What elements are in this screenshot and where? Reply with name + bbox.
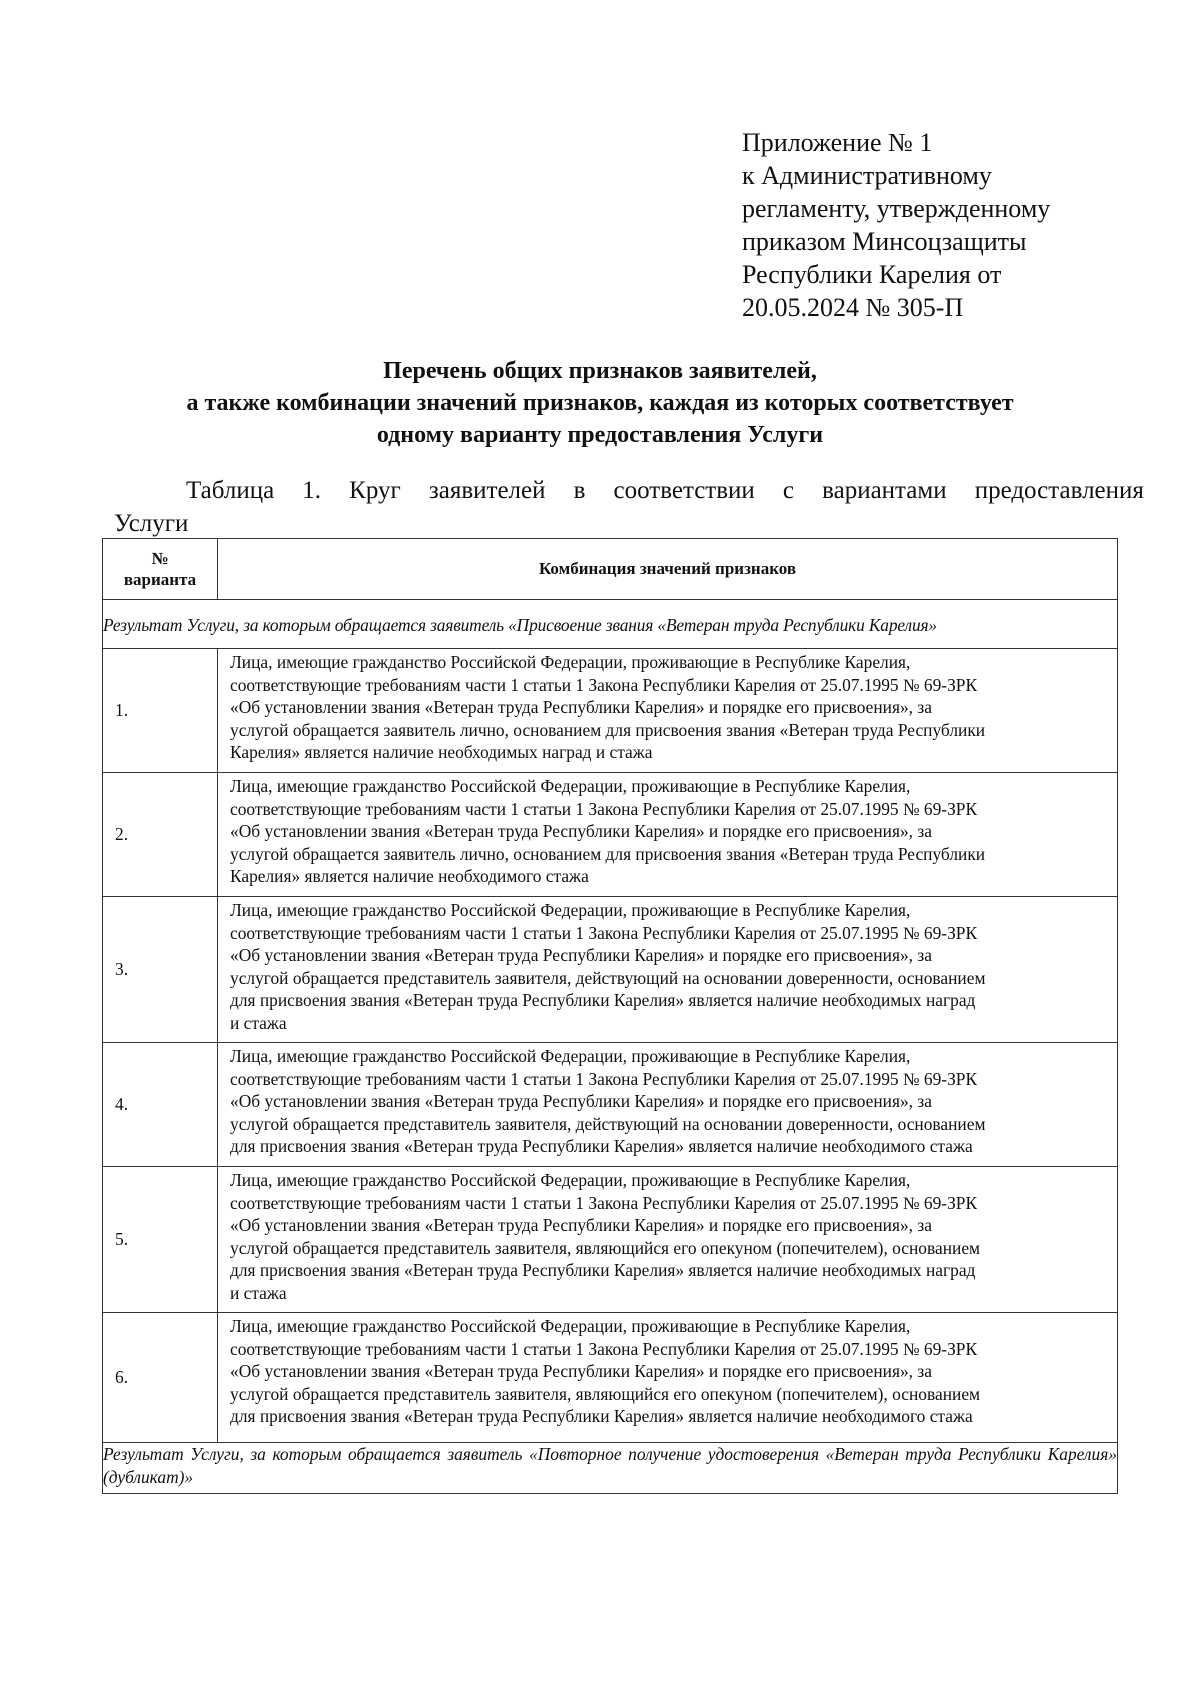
variant-description (218, 773, 1118, 897)
table-row (103, 773, 1118, 897)
description-line: соответствующие требованиям части 1 статьи 1 Закона Республики Карелия от 25.07.1995 № 69-ЗРК (230, 922, 978, 943)
title-line: одному варианту предоставления Услуги (376, 422, 824, 448)
caption-word: Таблица (186, 477, 275, 504)
description-line: «Об установлении звания «Ветеран труда Республики Карелия» и порядке его присвоения», за (230, 1091, 932, 1111)
header-combination: Комбинация значений признаков (218, 539, 1118, 600)
variant-description (218, 897, 1118, 1043)
description-line: «Об установлении звания «Ветеран труда Республики Карелия» и порядке его присвоения», за (230, 945, 932, 965)
description-line: «Об установлении звания «Ветеран труда Республики Карелия» и порядке его присвоения», за (230, 821, 932, 841)
variant-number: 6. (103, 1313, 218, 1443)
caption-word: заявителей (428, 477, 546, 504)
appendix-line: регламенту, утвержденному (742, 194, 1051, 223)
caption-word: Круг (349, 477, 401, 504)
variant-number: 1. (103, 649, 218, 773)
description-line: Карелия» является наличие необходимого стажа (230, 866, 589, 886)
variant-description (218, 1313, 1118, 1443)
description-line: Лица, имеющие гражданство Российской Федерации, проживающие в Республике Карелия, (230, 1170, 911, 1190)
table-row (103, 1043, 1118, 1167)
caption-word: соответствии (613, 477, 755, 504)
description-line: Лица, имеющие гражданство Российской Федерации, проживающие в Республике Карелия, (230, 1046, 911, 1066)
table-row (103, 897, 1118, 1043)
description-line: Лица, имеющие гражданство Российской Федерации, проживающие в Республике Карелия, (230, 900, 911, 920)
appendix-line: приказом Минсоцзащиты (742, 227, 1027, 256)
variant-description (218, 1043, 1118, 1167)
description-line: услугой обращается представитель заявителя, действующий на основании доверенности, основанием (230, 1113, 986, 1134)
variant-description (218, 1167, 1118, 1313)
document-title (100, 355, 1100, 451)
appendix-line: Республики Карелия от (742, 260, 1002, 289)
description-line: для присвоения звания «Ветеран труда Республики Карелия» является наличие необходимых наград (230, 990, 976, 1010)
header-num-symbol: № (151, 549, 169, 568)
description-line: соответствующие требованиям части 1 статьи 1 Закона Республики Карелия от 25.07.1995 № 69-ЗРК (230, 674, 978, 695)
result-row (103, 1443, 1118, 1494)
table-row (103, 649, 1118, 773)
variant-number: 4. (103, 1043, 218, 1167)
table-caption (114, 474, 1144, 540)
appendix-line: 20.05.2024 № 305-П (742, 293, 964, 322)
description-line: соответствующие требованиям части 1 статьи 1 Закона Республики Карелия от 25.07.1995 № 69-ЗРК (230, 1192, 978, 1213)
description-line: «Об установлении звания «Ветеран труда Республики Карелия» и порядке его присвоения», за (230, 697, 932, 717)
appendix-block (742, 126, 1162, 324)
table-caption-line2: Услуги (114, 510, 189, 537)
description-line: и стажа (230, 1282, 287, 1303)
description-line: соответствующие требованиям части 1 статьи 1 Закона Республики Карелия от 25.07.1995 № 69-ЗРК (230, 798, 978, 819)
description-line: услугой обращается представитель заявителя, являющийся его опекуном (попечителем), основанием (230, 1237, 981, 1258)
description-line: «Об установлении звания «Ветеран труда Республики Карелия» и порядке его присвоения», за (230, 1215, 932, 1235)
table-header-row (103, 539, 1118, 600)
description-line: соответствующие требованиям части 1 статьи 1 Закона Республики Карелия от 25.07.1995 № 69-ЗРК (230, 1338, 978, 1359)
description-line: и стажа (230, 1012, 287, 1033)
description-line: «Об установлении звания «Ветеран труда Республики Карелия» и порядке его присвоения», за (230, 1361, 932, 1381)
variant-number: 5. (103, 1167, 218, 1313)
description-line: услугой обращается заявитель лично, основанием для присвоения звания «Ветеран труда Республики (230, 843, 986, 864)
variants-table (102, 538, 1118, 1494)
result-cell: Результат Услуги, за которым обращается заявитель «Присвоение звания «Ветеран труда Республики Карелия» (103, 600, 1118, 649)
table-caption-line1 (114, 474, 1144, 507)
description-line: Лица, имеющие гражданство Российской Федерации, проживающие в Республике Карелия, (230, 1316, 911, 1336)
description-line: соответствующие требованиям части 1 статьи 1 Закона Республики Карелия от 25.07.1995 № 69-ЗРК (230, 1068, 978, 1089)
appendix-line: Приложение № 1 (742, 128, 933, 157)
table-row (103, 1313, 1118, 1443)
title-line: Перечень общих признаков заявителей, (383, 358, 817, 384)
description-line: услугой обращается заявитель лично, основанием для присвоения звания «Ветеран труда Республики (230, 719, 986, 740)
caption-word: 1. (302, 477, 322, 504)
description-line: для присвоения звания «Ветеран труда Республики Карелия» является наличие необходимого стажа (230, 1136, 973, 1156)
description-line: Лица, имеющие гражданство Российской Федерации, проживающие в Республике Карелия, (230, 652, 911, 672)
description-line: для присвоения звания «Ветеран труда Республики Карелия» является наличие необходимых наград (230, 1260, 976, 1280)
description-line: услугой обращается представитель заявителя, действующий на основании доверенности, основанием (230, 967, 986, 988)
caption-word: предоставления (974, 477, 1144, 504)
appendix-line: к Административному (742, 161, 992, 190)
table-row (103, 1167, 1118, 1313)
header-num-label: варианта (123, 570, 197, 589)
caption-word: с (782, 477, 795, 504)
result-cell: Результат Услуги, за которым обращается заявитель «Повторное получение удостоверения «Ветеран труда Республики Карелия» (дубликат)» (103, 1443, 1118, 1494)
description-line: Карелия» является наличие необходимых наград и стажа (230, 742, 653, 762)
result-row (103, 600, 1118, 649)
variant-number: 2. (103, 773, 218, 897)
header-variant-number (103, 539, 218, 600)
caption-word: вариантами (822, 477, 947, 504)
description-line: для присвоения звания «Ветеран труда Республики Карелия» является наличие необходимого стажа (230, 1406, 973, 1426)
title-line: а также комбинации значений признаков, каждая из которых соответствует (186, 390, 1014, 416)
caption-word: в (573, 477, 586, 504)
variant-number: 3. (103, 897, 218, 1043)
variant-description (218, 649, 1118, 773)
description-line: услугой обращается представитель заявителя, являющийся его опекуном (попечителем), основанием (230, 1383, 981, 1404)
description-line: Лица, имеющие гражданство Российской Федерации, проживающие в Республике Карелия, (230, 776, 911, 796)
